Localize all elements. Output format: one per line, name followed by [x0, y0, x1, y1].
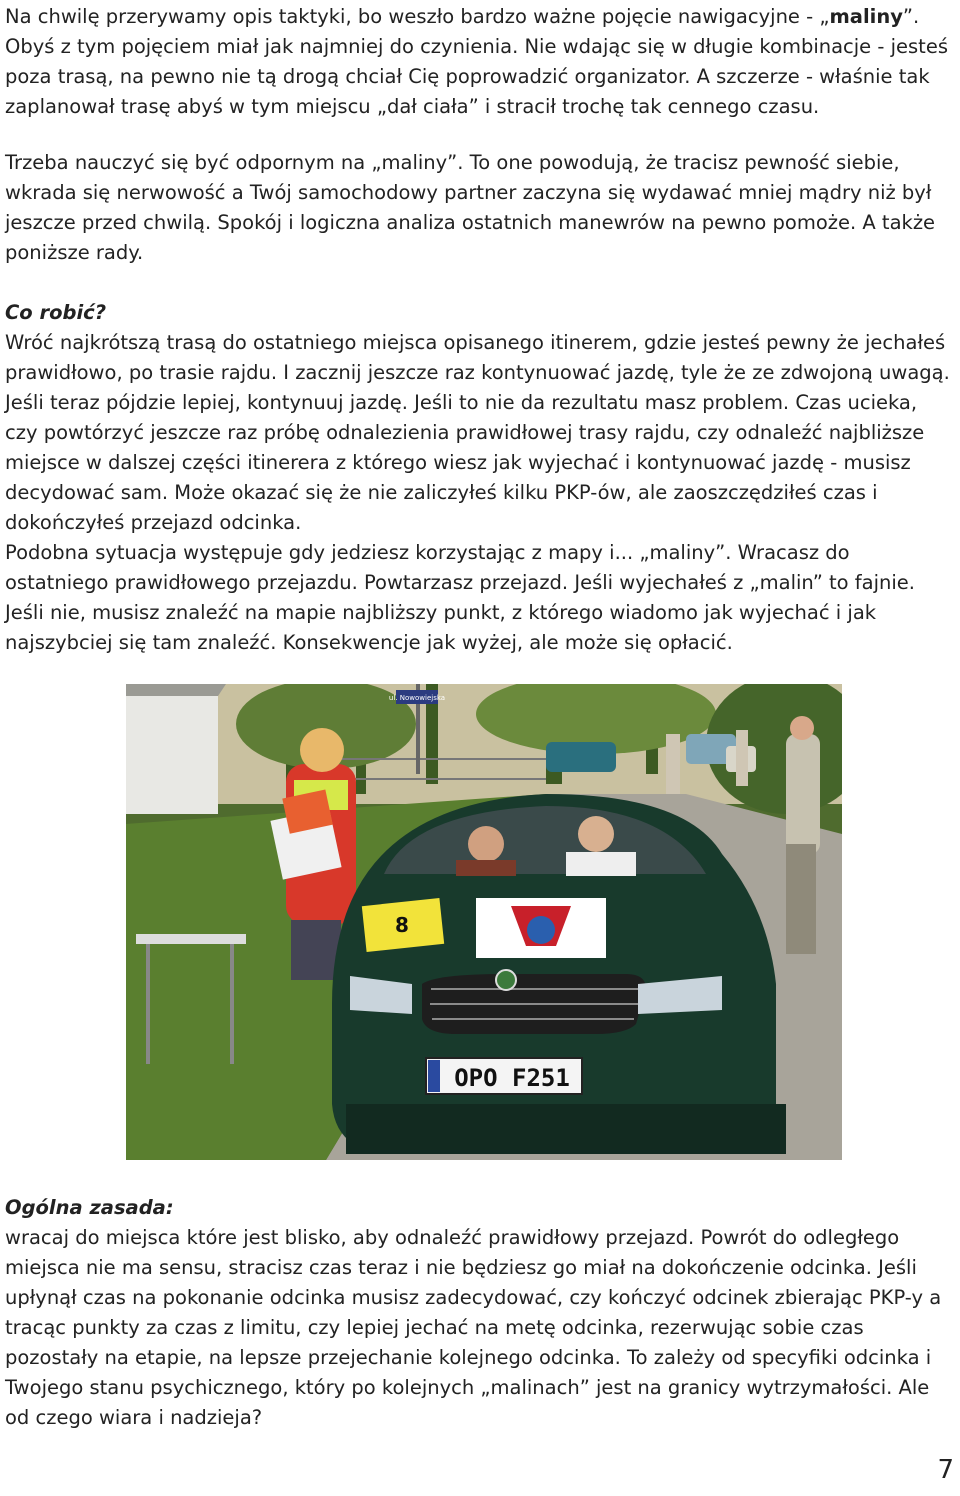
page-number: 7	[937, 1455, 954, 1485]
street-sign-text: ul. Nowowiejska	[388, 694, 446, 702]
general-rule-heading: Ogólna zasada:	[5, 1196, 174, 1219]
rally-car-photo	[126, 684, 842, 1160]
license-plate: OPO F251	[454, 1064, 570, 1092]
resilience-paragraph: Trzeba nauczyć się być odpornym na „maliny”. To one powodują, że tracisz pewność siebie, wkrada się nerwowość a Twój samochodowy partner zaczyna się wydawać mniej mądry niż był jeszcze przed chwilą. Spokój i logiczna analiza ostatnich manewrów na pewno pomoże. A także poniższe rady.	[5, 151, 936, 264]
intro-text-start: Na chwilę przerywamy opis taktyki, bo weszło bardzo ważne pojęcie nawigacyjne - „	[5, 5, 830, 28]
rally-number: 8	[395, 913, 409, 937]
intro-paragraph	[5, 2, 955, 122]
what-to-do-section	[5, 298, 955, 658]
intro-text-end: ”. Obyś z tym pojęciem miał jak najmniej do czynienia. Nie wdając się w długie kombinacje - jesteś poza trasą, na pewno nie tą drogą chciał Cię poprowadzić organizator. A szczerze - właśnie tak zaplanował trasę abyś w tym miejscu „dał ciała” i stracił trochę tak cennego czasu.	[5, 5, 948, 118]
what-to-do-heading: Co robić?	[5, 301, 107, 324]
what-to-do-text-2: Podobna sytuacja występuje gdy jedziesz korzystając z mapy i... „maliny”. Wracasz do ostatniego prawidłowego przejazdu. Powtarzasz przejazd. Jeśli wyjechałeś z „malin” to fajnie. Jeśli nie, musisz znaleźć na mapie najbliższy punkt, z którego wiadomo jak wyjechać i jak najszybciej się tam znaleźć. Konsekwencje jak wyżej, ale może się opłacić.	[5, 541, 915, 654]
general-rule-section	[5, 1193, 955, 1433]
what-to-do-text-1: Wróć najkrótszą trasą do ostatniego miejsca opisanego itinerem, gdzie jesteś pewny że jechałeś prawidłowo, po trasie rajdu. I zacznij jeszcze raz kontynuować jazdę, tyle że ze zdwojoną uwagą. Jeśli teraz pójdzie lepiej, kontynuuj jazdę. Jeśli to nie da rezultatu masz problem. Czas ucieka, czy powtórzyć jeszcze raz próbę odnalezienia prawidłowej trasy rajdu, czy odnaleźć najbliższe miejsce w dalszej części itinerera z którego wiesz jak wyjechać i kontynuować jazdę - musisz decydować sam. Może okazać się że nie zaliczyłeś kilku PKP-ów, ale zaoszczędziłeś czas i dokończyłeś przejazd odcinka.	[5, 331, 950, 534]
general-rule-text: wracaj do miejsca które jest blisko, aby odnaleźć prawidłowy przejazd. Powrót do odległego miejsca nie ma sensu, stracisz czas teraz i nie będziesz go miał na dokończenie odcinka. Jeśli upłynął czas na pokonanie odcinka musisz zadecydować, czy kończyć odcinek zbierając PKP-y a tracąc punkty za czas z limitu, czy lepiej jechać na metę odcinka, rezerwując sobie czas pozostały na etapie, na lepsze przejechanie kolejnego odcinka. To zależy od specyfiki odcinka i Twojego stanu psychicznego, który po kolejnych „malinach” jest na granicy wytrzymałości. Ale od czego wiara i nadzieja?	[5, 1226, 942, 1429]
intro-keyword: maliny	[829, 5, 903, 28]
